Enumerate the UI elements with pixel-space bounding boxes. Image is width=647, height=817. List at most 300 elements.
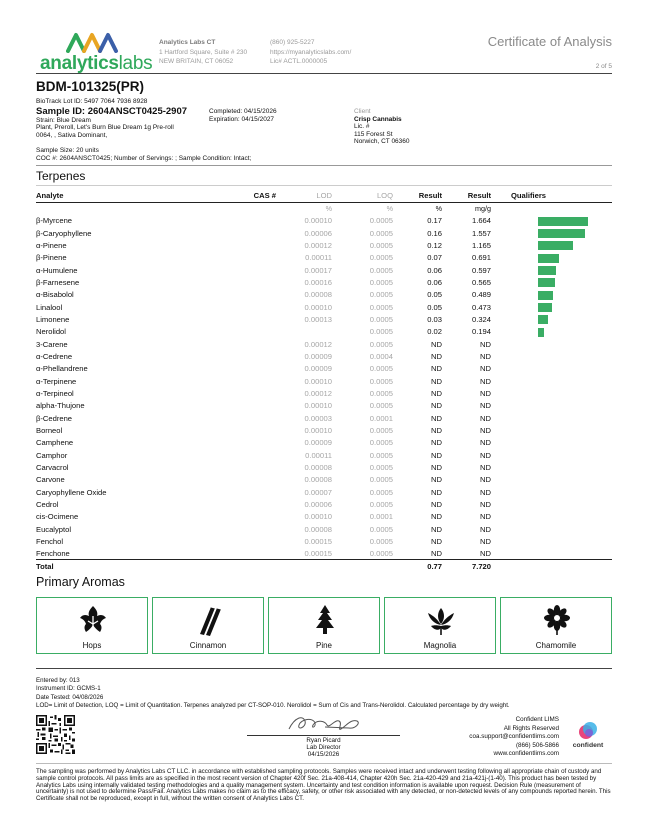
analyte-name: Carvone xyxy=(36,475,65,485)
result-percent: ND xyxy=(431,425,442,435)
completed-date: Completed: 04/15/2026 xyxy=(209,108,277,115)
loq-value: 0.0005 xyxy=(369,487,393,497)
aromas-section-title: Primary Aromas xyxy=(36,575,125,589)
table-row xyxy=(36,400,612,412)
cas-number xyxy=(236,474,276,486)
cas-number xyxy=(236,375,276,387)
result-percent: 0.05 xyxy=(427,290,442,300)
result-percent: ND xyxy=(431,413,442,423)
biotrack-lot-id: BioTrack Lot ID: 5497 7064 7936 8928 xyxy=(36,98,148,105)
cas-number xyxy=(236,276,276,288)
table-row xyxy=(36,338,612,350)
loq-value: 0.0005 xyxy=(369,265,393,275)
result-mg-per-g: ND xyxy=(480,351,491,361)
lod-value: 0.00010 xyxy=(304,216,332,226)
client-city: Norwich, CT 06360 xyxy=(354,138,410,146)
director-signature xyxy=(285,713,365,735)
confident-logo-icon xyxy=(578,721,598,741)
loq-value: 0.0005 xyxy=(369,536,393,546)
aroma-card-chamomile xyxy=(500,597,612,654)
qualifier-cell xyxy=(491,511,612,523)
result-bar xyxy=(538,254,559,263)
analytics-labs-logo-mark xyxy=(66,31,122,53)
analyte-name: Borneol xyxy=(36,425,63,435)
aroma-label: Chamomile xyxy=(535,641,577,650)
qualifier-cell xyxy=(491,215,612,227)
analyte-name: α-Humulene xyxy=(36,265,78,275)
analyte-name: alpha-Thujone xyxy=(36,401,85,411)
product-type-line2: 0064, , Sativa Dominant, xyxy=(36,131,108,139)
table-row xyxy=(36,437,612,449)
loq-value: 0.0005 xyxy=(369,524,393,534)
pine-icon xyxy=(309,604,341,636)
loq-value: 0.0005 xyxy=(369,401,393,411)
lod-value: 0.00010 xyxy=(304,302,332,312)
result-percent: ND xyxy=(431,450,442,460)
analyte-name: α-Terpinene xyxy=(36,376,77,386)
cas-number xyxy=(236,363,276,375)
total-mg-per-g: 7.720 xyxy=(442,560,491,572)
header-lod: LOD xyxy=(276,190,332,202)
qualifier-cell xyxy=(491,252,612,264)
table-row xyxy=(36,474,612,486)
table-row xyxy=(36,289,612,301)
expiration-date: Expiration: 04/15/2027 xyxy=(209,115,275,123)
loq-value: 0.0005 xyxy=(369,376,393,386)
unit-result-mg: mg/g xyxy=(475,204,491,214)
qualifier-cell xyxy=(491,437,612,449)
cas-number xyxy=(236,289,276,301)
result-percent: 0.06 xyxy=(427,277,442,287)
analyte-name: α-Cedrene xyxy=(36,351,73,361)
result-bar xyxy=(538,278,555,287)
result-percent: ND xyxy=(431,548,442,558)
result-percent: ND xyxy=(431,499,442,509)
client-license: Lic. # xyxy=(354,123,370,131)
lod-value: 0.00012 xyxy=(304,339,332,349)
lab-phone: (860) 925-5227 xyxy=(270,39,315,46)
result-percent: 0.02 xyxy=(427,327,442,337)
table-row xyxy=(36,326,612,338)
header-result-mg: Result xyxy=(442,190,491,202)
lod-value: 0.00011 xyxy=(305,450,332,460)
result-mg-per-g: 1.664 xyxy=(471,216,491,226)
result-percent: 0.12 xyxy=(427,240,442,250)
qualifier-cell xyxy=(491,289,612,301)
terpenes-section-title: Terpenes xyxy=(36,169,86,183)
analyte-name: Eucalyptol xyxy=(36,524,72,534)
result-percent: ND xyxy=(431,376,442,386)
cas-number xyxy=(236,252,276,264)
loq-value: 0.0005 xyxy=(369,438,393,448)
lod-value: 0.00009 xyxy=(304,351,332,361)
result-mg-per-g: ND xyxy=(480,438,491,448)
result-mg-per-g: 1.557 xyxy=(471,228,491,238)
result-bar xyxy=(538,241,573,250)
result-percent: ND xyxy=(431,536,442,546)
cas-number xyxy=(236,498,276,510)
aroma-label: Cinnamon xyxy=(189,641,227,650)
qualifier-cell xyxy=(491,313,612,325)
unit-lod: % xyxy=(325,204,332,214)
lab-contact-block xyxy=(270,38,351,67)
qualifier-cell xyxy=(491,301,612,313)
loq-value: 0.0005 xyxy=(369,499,393,509)
cas-number xyxy=(236,449,276,461)
table-row xyxy=(36,375,612,387)
result-bar xyxy=(538,229,585,238)
qualifier-cell xyxy=(491,474,612,486)
loq-value: 0.0005 xyxy=(369,450,393,460)
qualifier-cell xyxy=(491,326,612,338)
result-bar xyxy=(538,315,548,324)
qualifier-cell xyxy=(491,523,612,535)
lod-value: 0.00008 xyxy=(304,475,332,485)
loq-value: 0.0005 xyxy=(369,339,393,349)
result-mg-per-g: ND xyxy=(480,425,491,435)
qualifier-cell xyxy=(491,400,612,412)
dates-block xyxy=(209,108,277,123)
loq-value: 0.0005 xyxy=(369,388,393,398)
result-mg-per-g: ND xyxy=(480,512,491,522)
lod-value: 0.00012 xyxy=(304,388,332,398)
cas-number xyxy=(236,387,276,399)
cas-number xyxy=(236,215,276,227)
result-percent: ND xyxy=(431,401,442,411)
table-row xyxy=(36,449,612,461)
loq-value: 0.0005 xyxy=(369,314,393,324)
loq-value: 0.0005 xyxy=(369,475,393,485)
cas-number xyxy=(236,486,276,498)
lod-value: 0.00012 xyxy=(304,240,332,250)
sample-id: Sample ID: 2604ANSCT0425-2907 xyxy=(36,105,188,117)
qualifier-cell xyxy=(491,375,612,387)
loq-value: 0.0004 xyxy=(369,351,393,361)
loq-value: 0.0005 xyxy=(369,290,393,300)
result-mg-per-g: ND xyxy=(480,536,491,546)
loq-value: 0.0005 xyxy=(369,216,393,226)
confident-logo xyxy=(568,721,608,753)
signer-date: 04/15/2026 xyxy=(307,751,340,759)
strain: Strain: Blue Dream xyxy=(36,116,91,124)
qualifier-cell xyxy=(491,387,612,399)
cas-number xyxy=(236,326,276,338)
qualifier-cell xyxy=(491,350,612,362)
lab-license: Lic# ACTL.0000005 xyxy=(270,58,328,66)
lod-value: 0.00011 xyxy=(305,253,332,263)
lod-value: 0.00008 xyxy=(304,290,332,300)
unit-loq: % xyxy=(386,204,393,214)
lod-value: 0.00010 xyxy=(304,425,332,435)
result-mg-per-g: ND xyxy=(480,499,491,509)
cas-number xyxy=(236,412,276,424)
lod-value: 0.00006 xyxy=(304,228,332,238)
loq-value: 0.0005 xyxy=(369,462,393,472)
magnolia-icon xyxy=(425,604,457,636)
cas-number xyxy=(236,461,276,473)
lod-value: 0.00010 xyxy=(304,376,332,386)
analytics-labs-logo-text: analyticslabs xyxy=(40,53,153,74)
result-percent: 0.03 xyxy=(427,314,442,324)
table-row xyxy=(36,313,612,325)
result-mg-per-g: ND xyxy=(480,339,491,349)
result-mg-per-g: ND xyxy=(480,364,491,374)
result-percent: 0.07 xyxy=(427,253,442,263)
qualifier-cell xyxy=(491,412,612,424)
table-row xyxy=(36,350,612,362)
table-row xyxy=(36,239,612,251)
table-row xyxy=(36,523,612,535)
signer-name: Ryan Picard xyxy=(306,737,341,744)
loq-value: 0.0005 xyxy=(369,364,393,374)
signature-block xyxy=(247,737,400,759)
table-row xyxy=(36,461,612,473)
cas-number xyxy=(236,400,276,412)
lod-value: 0.00008 xyxy=(304,462,332,472)
terpenes-table xyxy=(36,190,612,572)
hops-icon xyxy=(77,604,109,636)
analyte-name: Nerolidol xyxy=(36,327,66,337)
table-row xyxy=(36,498,612,510)
loq-value: 0.0005 xyxy=(369,253,393,263)
total-row xyxy=(36,560,612,572)
result-mg-per-g: ND xyxy=(480,475,491,485)
qualifier-cell xyxy=(491,239,612,251)
analyte-name: Caryophyllene Oxide xyxy=(36,487,107,497)
lod-value: 0.00013 xyxy=(304,314,332,324)
lod-value: 0.00008 xyxy=(304,524,332,534)
legal-disclaimer: The sampling was performed by Analytics Labs CT LLC. in accordance with established sampling protocols. Samples were received intact and underwent testing following all appropriate chain of custody and sample control protocols. All pass limits are as specified in the most recent version of Chapter 420f Sec. 21a-408-414, Chapter 420h Sec. 21a-420-429 and 21a-421j-(1-40). This product has been tested by Analytics Labs using internally validated testing methodologies and a quality management system. Uncertainty and test condition information is available upon request. Decision Rule (measurement of uncertainty) is not used to determine Pass/Fail. Analytics Labs makes no claim as to the efficacy, safety, or other risk associated with any detected, or non-detected levels of any compounds reported herein. This Certificate shall not be reproduced, except in full, without the written consent of Analytics Labs CT. xyxy=(36,768,611,803)
result-mg-per-g: ND xyxy=(480,376,491,386)
product-type-line1: Plant, Preroll, Let's Burn Blue Dream 1g Pre-roll xyxy=(36,124,174,132)
table-row xyxy=(36,548,612,560)
header-analyte: Analyte xyxy=(36,190,236,202)
lod-value: 0.00017 xyxy=(304,265,332,275)
result-percent: ND xyxy=(431,512,442,522)
header-loq: LOQ xyxy=(332,190,393,202)
result-percent: ND xyxy=(431,351,442,361)
table-row xyxy=(36,301,612,313)
analyte-name: Cedrol xyxy=(36,499,59,509)
result-percent: ND xyxy=(431,388,442,398)
result-percent: 0.17 xyxy=(427,216,442,226)
cas-number xyxy=(236,424,276,436)
table-row xyxy=(36,387,612,399)
qr-code[interactable] xyxy=(36,715,75,754)
result-mg-per-g: ND xyxy=(480,450,491,460)
result-mg-per-g: 0.597 xyxy=(471,265,491,275)
total-label: Total xyxy=(36,560,236,572)
loq-value: 0.0005 xyxy=(369,425,393,435)
qualifier-cell xyxy=(491,227,612,239)
loq-value: 0.0005 xyxy=(369,548,393,558)
result-bar xyxy=(538,328,544,337)
result-mg-per-g: 0.489 xyxy=(471,290,491,300)
lod-value: 0.00003 xyxy=(304,413,332,423)
table-row xyxy=(36,264,612,276)
client-label: Client xyxy=(354,108,371,115)
lod-value xyxy=(276,326,332,338)
analyte-name: Linalool xyxy=(36,302,63,312)
unit-result-pct: % xyxy=(435,204,442,214)
analyte-name: β-Myrcene xyxy=(36,216,73,226)
date-tested: Date Tested: 04/08/2026 xyxy=(36,693,104,701)
qualifier-cell xyxy=(491,449,612,461)
result-percent: ND xyxy=(431,438,442,448)
result-percent: ND xyxy=(431,364,442,374)
header-cas: CAS # xyxy=(236,190,276,202)
table-row xyxy=(36,424,612,436)
qualifier-cell xyxy=(491,461,612,473)
table-row xyxy=(36,227,612,239)
result-mg-per-g: ND xyxy=(480,388,491,398)
qualifier-cell xyxy=(491,535,612,547)
cas-number xyxy=(236,437,276,449)
page-indicator: 2 of 5 xyxy=(595,63,612,70)
analyte-name: β-Farnesene xyxy=(36,277,80,287)
result-mg-per-g: 0.691 xyxy=(471,253,491,263)
aroma-card-cinnamon xyxy=(152,597,264,654)
total-percent: 0.77 xyxy=(393,560,442,572)
table-row xyxy=(36,363,612,375)
qualifier-cell xyxy=(491,276,612,288)
result-mg-per-g: 0.473 xyxy=(471,302,491,312)
lod-value: 0.00010 xyxy=(304,401,332,411)
result-percent: ND xyxy=(431,524,442,534)
lod-value: 0.00016 xyxy=(304,277,332,287)
lab-address-block xyxy=(159,38,247,67)
analyte-name: Carvacrol xyxy=(36,462,69,472)
qualifier-cell xyxy=(491,264,612,276)
client-street: 115 Forest St xyxy=(354,130,393,138)
analyte-name: β-Caryophyllene xyxy=(36,228,92,238)
lims-website[interactable]: www.confidentlims.com xyxy=(493,750,559,758)
lod-value: 0.00015 xyxy=(304,536,332,546)
result-bar xyxy=(538,217,588,226)
aroma-label: Hops xyxy=(82,641,102,650)
client-block xyxy=(354,108,410,146)
loq-value: 0.0001 xyxy=(369,512,393,522)
cas-number xyxy=(236,338,276,350)
result-mg-per-g: ND xyxy=(480,462,491,472)
result-percent: ND xyxy=(431,487,442,497)
analyte-name: α-Bisabolol xyxy=(36,290,74,300)
table-units-row xyxy=(36,202,612,214)
coc-info: COC #: 2604ANSCT0425; Number of Servings: ; Sample Condition: Intact; xyxy=(36,154,252,162)
table-row xyxy=(36,215,612,227)
lab-address-line2: NEW BRITAIN, CT 06052 xyxy=(159,58,234,66)
cas-number xyxy=(236,511,276,523)
analyte-name: Camphor xyxy=(36,450,68,460)
header-result-pct: Result xyxy=(393,190,442,202)
lims-email[interactable]: coa.support@confidentlims.com xyxy=(469,733,559,741)
lod-value: 0.00006 xyxy=(304,499,332,509)
aroma-label: Pine xyxy=(315,641,332,650)
analyte-name: β-Cedrene xyxy=(36,413,73,423)
confident-logo-text: confident xyxy=(572,742,604,749)
entered-by: Entered by: 013 xyxy=(36,677,80,684)
result-percent: ND xyxy=(431,475,442,485)
header-qualifiers: Qualifiers xyxy=(491,190,612,202)
table-row xyxy=(36,412,612,424)
lod-loq-note: LOD= Limit of Detection, LOQ = Limit of Quantitation. Terpenes analyzed per CT-SOP-010. Nerolidol = Sum of Cis and Trans-Nerolidol. Calculated percentage by dry weight. xyxy=(36,701,510,709)
loq-value: 0.0005 xyxy=(369,240,393,250)
analyte-name: α-Terpineol xyxy=(36,388,74,398)
analyte-name: Camphene xyxy=(36,438,74,448)
result-percent: ND xyxy=(431,462,442,472)
cas-number xyxy=(236,264,276,276)
result-mg-per-g: ND xyxy=(480,524,491,534)
cas-number xyxy=(236,301,276,313)
cas-number xyxy=(236,350,276,362)
analyte-name: Fenchol xyxy=(36,536,64,546)
aroma-card-hops xyxy=(36,597,148,654)
cas-number xyxy=(236,313,276,325)
lab-website[interactable]: https://myanalyticslabs.com/ xyxy=(270,48,352,56)
lod-value: 0.00010 xyxy=(304,512,332,522)
result-mg-per-g: ND xyxy=(480,401,491,411)
lab-address-line1: 1 Hartford Square, Suite # 230 xyxy=(159,48,248,56)
qualifier-cell xyxy=(491,338,612,350)
loq-value: 0.0005 xyxy=(369,228,393,238)
qualifier-cell xyxy=(491,548,612,560)
result-mg-per-g: 1.165 xyxy=(471,240,491,250)
lims-block xyxy=(469,716,559,759)
result-percent: 0.05 xyxy=(427,302,442,312)
result-bar xyxy=(538,266,556,275)
lod-value: 0.00007 xyxy=(304,487,332,497)
analyte-name: β-Pinene xyxy=(36,253,67,263)
chamomile-icon xyxy=(541,604,573,636)
test-notes xyxy=(36,677,510,710)
loq-value: 0.0005 xyxy=(369,327,393,337)
aroma-card-magnolia xyxy=(384,597,496,654)
result-mg-per-g: 0.324 xyxy=(471,314,491,324)
table-row xyxy=(36,276,612,288)
lab-name: Analytics Labs CT xyxy=(159,39,216,46)
document-title: Certificate of Analysis xyxy=(487,34,612,49)
lims-phone: (866) 506-5866 xyxy=(515,741,559,749)
lims-name: Confident LIMS xyxy=(515,716,559,723)
table-row xyxy=(36,535,612,547)
loq-value: 0.0001 xyxy=(369,413,393,423)
loq-value: 0.0005 xyxy=(369,302,393,312)
cas-number xyxy=(236,227,276,239)
analyte-name: 3-Carene xyxy=(36,339,68,349)
aroma-label: Magnolia xyxy=(423,641,457,650)
table-row xyxy=(36,486,612,498)
result-percent: 0.06 xyxy=(427,265,442,275)
lims-rights: All Rights Reserved xyxy=(503,724,559,732)
qualifier-cell xyxy=(491,363,612,375)
client-name: Crisp Cannabis xyxy=(354,115,402,123)
result-mg-per-g: 0.194 xyxy=(471,327,491,337)
result-percent: ND xyxy=(431,339,442,349)
table-row xyxy=(36,511,612,523)
analyte-name: Limonene xyxy=(36,314,70,324)
lod-value: 0.00015 xyxy=(304,548,332,558)
result-bar xyxy=(538,303,552,312)
qualifier-cell xyxy=(491,498,612,510)
table-header-row xyxy=(36,190,612,202)
qualifier-cell xyxy=(491,424,612,436)
loq-value: 0.0005 xyxy=(369,277,393,287)
cas-number xyxy=(236,548,276,560)
table-row xyxy=(36,252,612,264)
aroma-card-pine xyxy=(268,597,380,654)
cinnamon-icon xyxy=(193,604,225,636)
lod-value: 0.00009 xyxy=(304,364,332,374)
